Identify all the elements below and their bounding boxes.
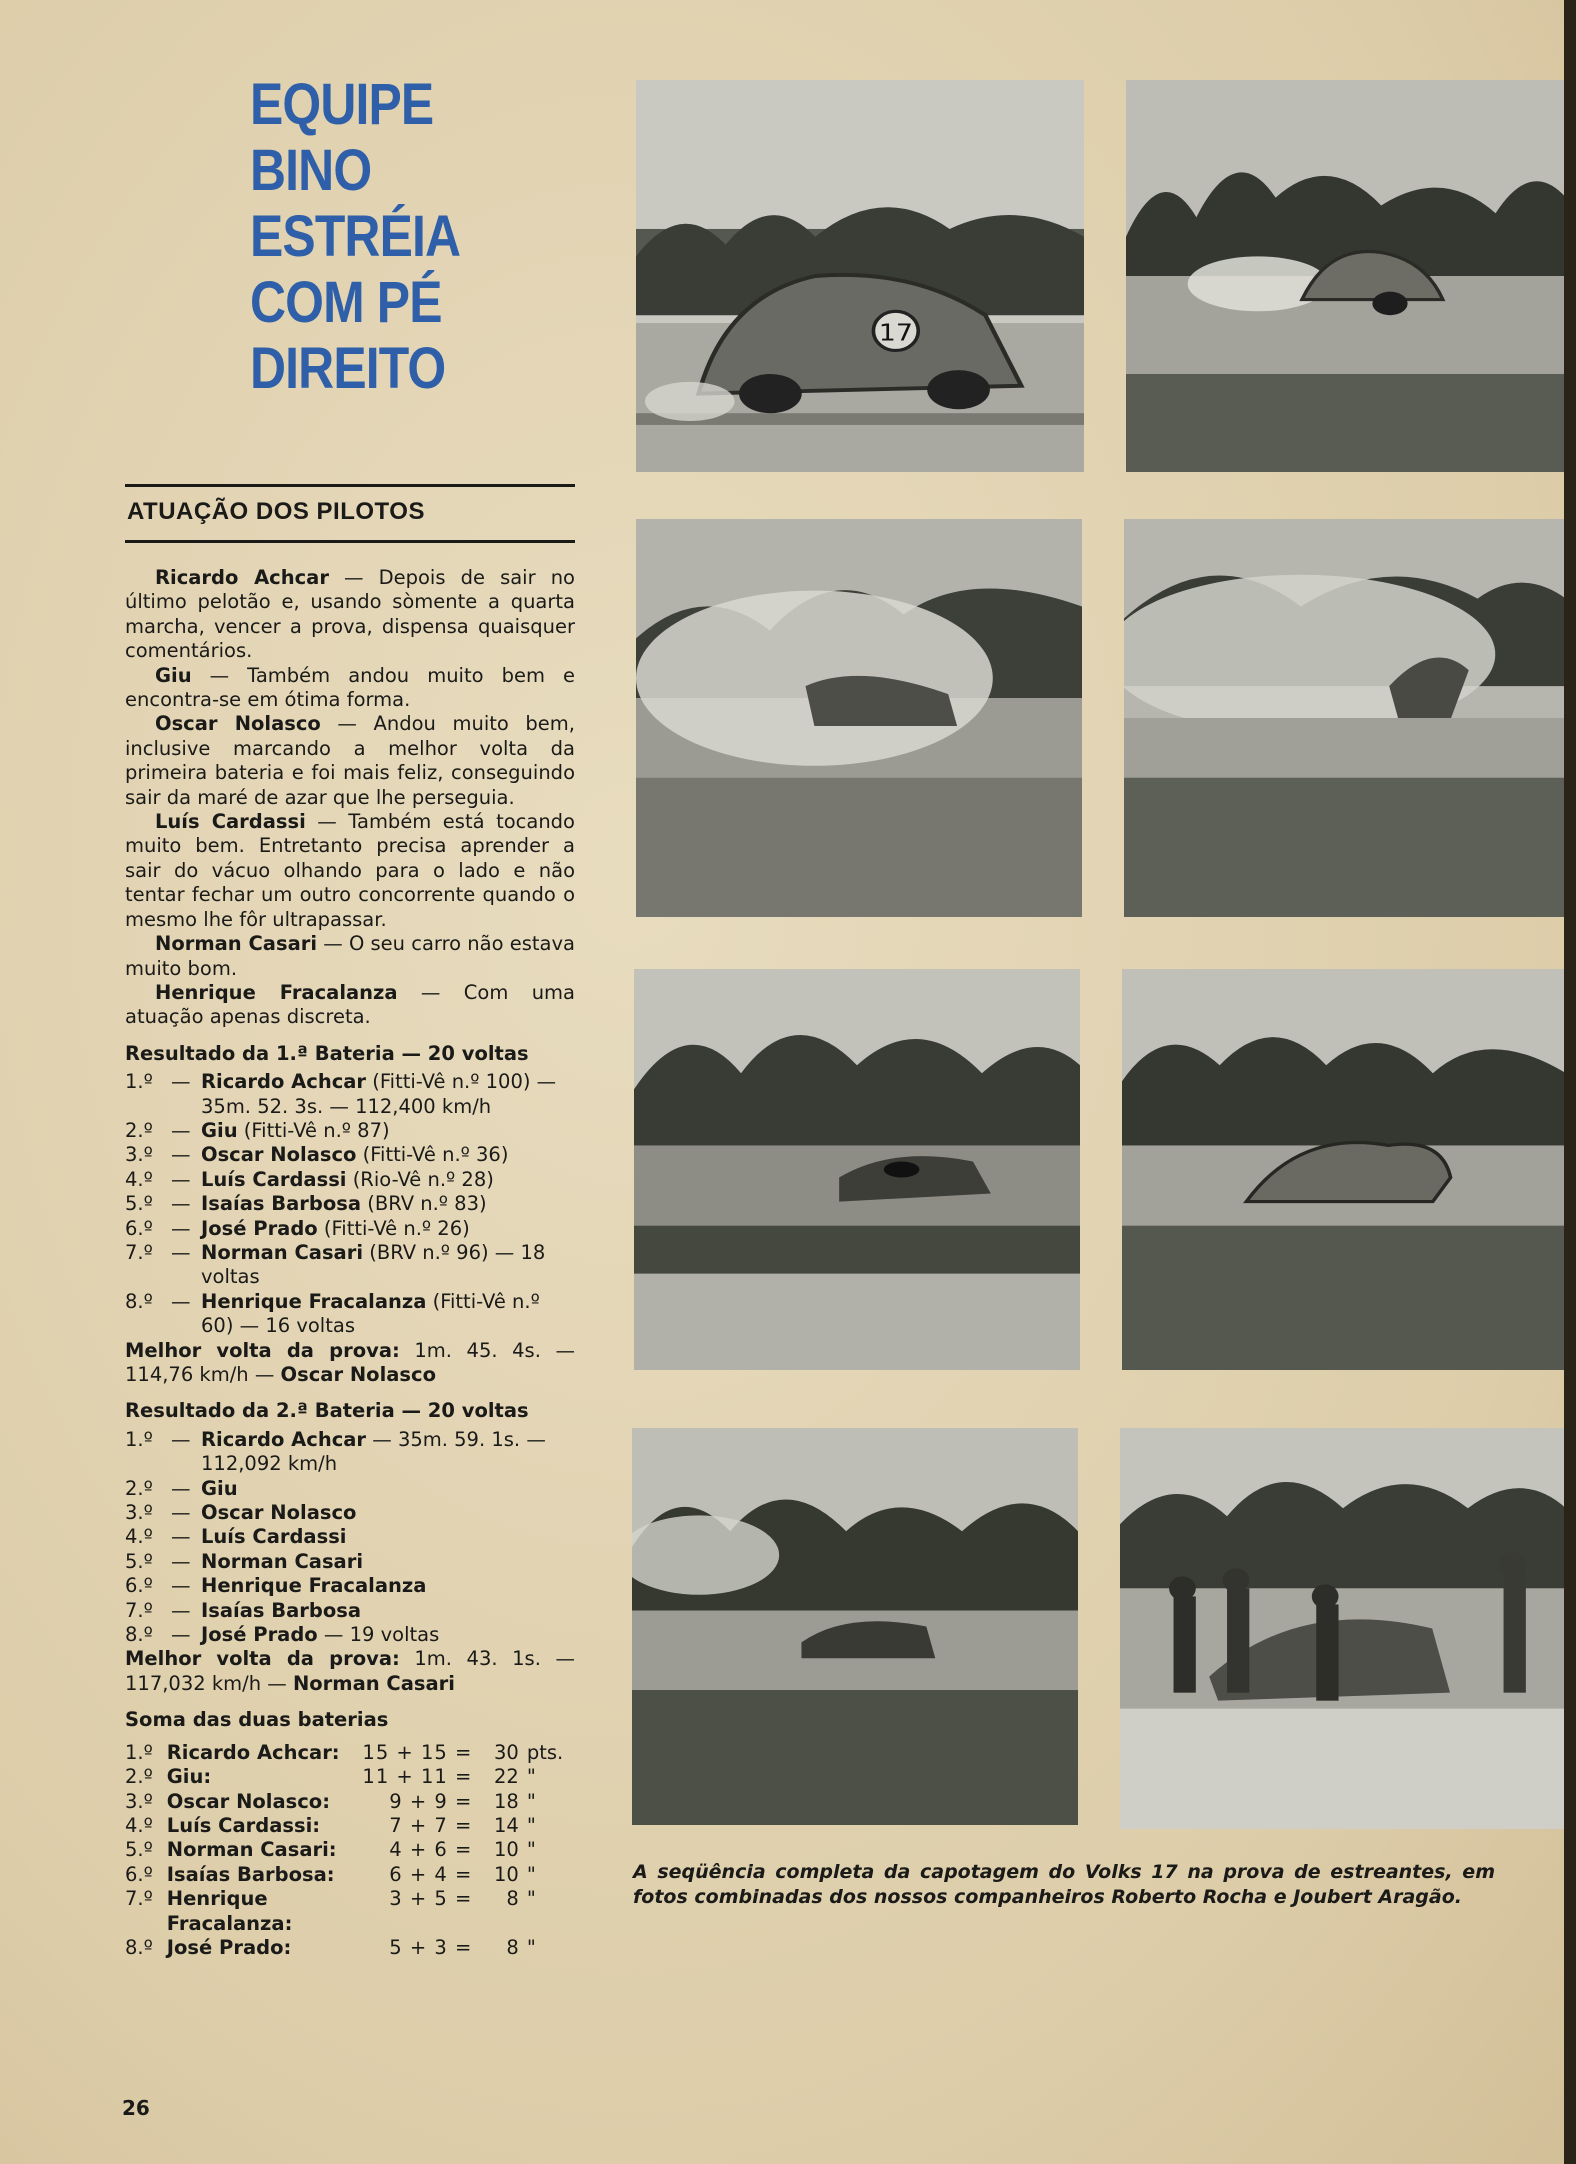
result-detail: [201, 1070, 575, 1119]
headline-line: COM PÉ: [250, 270, 442, 335]
result-dash: —: [171, 1574, 191, 1598]
sum-total: 18: [494, 1789, 519, 1813]
photo-image: [632, 1428, 1078, 1825]
result-position: 2.º: [125, 1476, 153, 1500]
result-dash: —: [171, 1118, 191, 1142]
sum-calc: 11 + 11 =: [362, 1765, 473, 1789]
result-dash: —: [171, 1143, 191, 1167]
sum-total: 22: [494, 1765, 519, 1789]
result-dash: —: [171, 1192, 191, 1216]
sum-calc: 4 + 6 =: [389, 1838, 473, 1862]
sum-unit: ": [526, 1813, 536, 1837]
result-row: [125, 1623, 575, 1647]
headline-line: DIREITO: [250, 336, 446, 401]
result-detail: [201, 1574, 575, 1598]
heat1-title-a: Resultado da 1.ª Bateria: [125, 1041, 395, 1065]
result-driver: Giu: [201, 1118, 238, 1142]
sum-total: 8: [506, 1887, 519, 1911]
result-detail: [201, 1428, 575, 1477]
result-driver: Luís Cardassi: [201, 1525, 347, 1549]
sum-calc: 3 + 5 =: [389, 1887, 473, 1911]
result-position: 8.º: [125, 1289, 153, 1313]
result-position: 6.º: [125, 1574, 153, 1598]
sum-pos: 2.º: [125, 1765, 153, 1789]
result-row: [125, 1192, 575, 1216]
result-driver: Henrique Fracalanza: [201, 1289, 427, 1313]
paragraph-text: — Depois de sair no último pelotão e, usando sòmente a quarta marcha, vencer a prova, dispensa quaisquer comentários.: [125, 566, 575, 663]
result-dash: —: [171, 1598, 191, 1622]
result-driver: José Prado: [201, 1623, 318, 1647]
result-driver: Ricardo Achcar: [201, 1427, 367, 1451]
sum-pos: 3.º: [125, 1789, 153, 1813]
result-position: 7.º: [125, 1598, 153, 1622]
paragraph: [125, 566, 575, 664]
sum-table: [125, 1741, 575, 1961]
driver-name: Norman Casari: [155, 932, 318, 956]
headline-line: EQUIPE: [250, 72, 434, 137]
sum-row: [125, 1936, 575, 1960]
result-row: [125, 1290, 575, 1339]
headline: [250, 72, 534, 402]
driver-name: Henrique Fracalanza: [155, 980, 398, 1004]
sum-calc: 5 + 3 =: [389, 1935, 473, 1959]
result-info: (Fitti-Vê n.º 26): [317, 1216, 470, 1240]
photo-image: [1122, 969, 1566, 1370]
result-row: [125, 1428, 575, 1477]
heat1-best-lap: [125, 1339, 575, 1388]
result-detail: [201, 1290, 575, 1339]
paragraph-text: — Também andou muito bem e encontra-se em ótima forma.: [125, 663, 575, 712]
result-detail: [201, 1599, 575, 1623]
photo-image: [636, 519, 1082, 917]
result-dash: —: [171, 1167, 191, 1191]
result-dash: —: [171, 1623, 191, 1647]
sum-row: [125, 1741, 575, 1765]
sum-calc: 15 + 15 =: [362, 1740, 473, 1764]
photo-image: [1124, 519, 1566, 917]
sum-total: 10: [494, 1838, 519, 1862]
photo-image: [1120, 1428, 1566, 1829]
page-edge: [1564, 0, 1576, 2164]
sum-unit: ": [526, 1935, 536, 1959]
result-position: 1.º: [125, 1427, 153, 1451]
result-info: (Fitti-Vê n.º 87): [237, 1118, 390, 1142]
sum-name: Isaías Barbosa:: [166, 1862, 335, 1886]
photo-caption: A seqüência completa da capotagem do Volks 17 na prova de estreantes, em fotos combinadas dos nossos companheiros Roberto Rocha e Joubert Aragão.: [633, 1861, 1495, 1908]
sum-name: Henrique Fracalanza:: [166, 1887, 293, 1935]
sum-row: [125, 1790, 575, 1814]
result-driver: Oscar Nolasco: [201, 1501, 357, 1525]
heat1-title: [125, 1042, 575, 1066]
photo-image: [634, 969, 1080, 1370]
result-info: (Fitti-Vê n.º 36): [356, 1143, 509, 1167]
result-row: [125, 1241, 575, 1290]
result-detail: [201, 1501, 575, 1525]
result-detail: [201, 1217, 575, 1241]
sum-name: Ricardo Achcar:: [166, 1740, 340, 1764]
result-position: 8.º: [125, 1623, 153, 1647]
sum-pos: 5.º: [125, 1838, 153, 1862]
sum-name: Norman Casari:: [166, 1838, 337, 1862]
result-driver: Oscar Nolasco: [201, 1143, 357, 1167]
result-dash: —: [171, 1289, 191, 1313]
paragraph: [125, 712, 575, 810]
sum-unit: ": [526, 1838, 536, 1862]
sum-unit: ": [526, 1887, 536, 1911]
result-detail: [201, 1168, 575, 1192]
sum-total: 30: [494, 1740, 519, 1764]
result-detail: [201, 1623, 575, 1647]
result-dash: —: [171, 1549, 191, 1573]
result-detail: [201, 1550, 575, 1574]
sum-calc: 6 + 4 =: [389, 1862, 473, 1886]
result-dash: —: [171, 1216, 191, 1240]
sum-name: Luís Cardassi:: [166, 1813, 321, 1837]
best-lap-label: Melhor volta da prova:: [125, 1647, 400, 1671]
driver-name: Giu: [155, 663, 192, 687]
photo-6: [1122, 969, 1566, 1370]
result-position: 1.º: [125, 1070, 153, 1094]
photo-4: [1124, 519, 1566, 917]
sum-row: [125, 1838, 575, 1862]
heat1-title-b: — 20 voltas: [394, 1041, 529, 1065]
paragraph: [125, 664, 575, 713]
photo-2: [1126, 80, 1566, 472]
result-row: [125, 1501, 575, 1525]
result-driver: Luís Cardassi: [201, 1167, 347, 1191]
sum-name: Oscar Nolasco:: [166, 1789, 330, 1813]
photo-image: [636, 80, 1084, 472]
result-driver: Isaías Barbosa: [201, 1598, 362, 1622]
paragraph: [125, 981, 575, 1030]
result-detail: [201, 1119, 575, 1143]
result-row: [125, 1070, 575, 1119]
result-detail: [201, 1143, 575, 1167]
text-column: [125, 566, 575, 1960]
rule-top: [125, 484, 575, 487]
paragraph-text: — Com uma atuação apenas discreta.: [125, 980, 575, 1029]
photo-1: [636, 80, 1084, 472]
sum-row: [125, 1814, 575, 1838]
result-position: 5.º: [125, 1549, 153, 1573]
headline-line: ESTRÉIA: [250, 204, 461, 269]
photo-image: [1126, 80, 1566, 472]
photo-3: [636, 519, 1082, 917]
result-driver: Giu: [201, 1476, 238, 1500]
result-detail: [201, 1477, 575, 1501]
sum-total: 14: [494, 1813, 519, 1837]
driver-name: Ricardo Achcar: [155, 566, 329, 589]
result-dash: —: [171, 1070, 191, 1094]
sum-unit: ": [526, 1862, 536, 1886]
sum-total: 10: [494, 1862, 519, 1886]
car-number: 17: [878, 319, 913, 347]
heat2-title-a: Resultado da 2.ª Bateria: [125, 1399, 395, 1423]
result-driver: Henrique Fracalanza: [201, 1574, 427, 1598]
result-detail: [201, 1192, 575, 1216]
result-position: 4.º: [125, 1167, 153, 1191]
result-dash: —: [171, 1525, 191, 1549]
result-info: (BRV n.º 96) — 18 voltas: [201, 1240, 546, 1289]
best-lap-text: 1m. 45. 4s. — 114,76 km/h —: [125, 1338, 576, 1386]
result-info: — 19 voltas: [317, 1623, 440, 1647]
result-info: (Rio-Vê n.º 28): [346, 1167, 494, 1191]
result-position: 3.º: [125, 1501, 153, 1525]
sum-pos: 6.º: [125, 1862, 153, 1886]
result-dash: —: [171, 1240, 191, 1264]
result-row: [125, 1143, 575, 1167]
result-row: [125, 1168, 575, 1192]
heat2-best-lap: [125, 1647, 575, 1696]
rule-bottom: [125, 540, 575, 543]
sum-pos: 7.º: [125, 1887, 153, 1911]
result-info: (Fitti-Vê n.º 60) — 16 voltas: [201, 1289, 540, 1338]
photo-7: [632, 1428, 1078, 1825]
result-driver: Norman Casari: [201, 1549, 364, 1573]
result-dash: —: [171, 1476, 191, 1500]
result-position: 2.º: [125, 1118, 153, 1142]
result-row: [125, 1477, 575, 1501]
result-row: [125, 1217, 575, 1241]
paragraph: [125, 810, 575, 932]
result-position: 4.º: [125, 1525, 153, 1549]
best-lap-text: 1m. 43. 1s. — 117,032 km/h —: [125, 1647, 576, 1695]
heat1-results: [125, 1070, 575, 1338]
photo-5: [634, 969, 1080, 1370]
result-row: [125, 1599, 575, 1623]
sum-unit: pts.: [526, 1740, 564, 1764]
sum-row: [125, 1765, 575, 1789]
heat2-title-b: — 20 voltas: [394, 1399, 529, 1423]
result-info: (BRV n.º 83): [361, 1192, 487, 1216]
result-row: [125, 1525, 575, 1549]
sum-pos: 8.º: [125, 1935, 153, 1959]
result-position: 7.º: [125, 1240, 153, 1264]
sum-unit: ": [526, 1789, 536, 1813]
result-row: [125, 1119, 575, 1143]
result-driver: Norman Casari: [201, 1240, 364, 1264]
heat2-title: [125, 1399, 575, 1423]
best-lap-driver: Norman Casari: [292, 1671, 455, 1695]
sum-unit: ": [526, 1765, 536, 1789]
result-position: 5.º: [125, 1192, 153, 1216]
result-detail: [201, 1525, 575, 1549]
sum-name: José Prado:: [166, 1935, 292, 1959]
sum-pos: 1.º: [125, 1740, 153, 1764]
sum-name: Giu:: [166, 1765, 212, 1789]
result-row: [125, 1550, 575, 1574]
result-driver: José Prado: [201, 1216, 318, 1240]
result-position: 3.º: [125, 1143, 153, 1167]
result-dash: —: [171, 1427, 191, 1451]
paragraph-text: — Também está tocando muito bem. Entretanto precisa aprender a sair do vácuo olhando para o lado e não tentar fechar um outro concorrente quando o mesmo lhe fôr ultrapassar.: [125, 810, 575, 931]
paragraph-text: — O seu carro não estava muito bom.: [125, 932, 575, 980]
result-driver: Ricardo Achcar: [201, 1070, 367, 1094]
result-row: [125, 1574, 575, 1598]
paragraph-text: — Andou muito bem, inclusive marcando a melhor volta da primeira bateria e foi mais feliz, conseguindo sair da maré de azar que lhe perseguia.: [125, 712, 575, 809]
result-info: — 35m. 59. 1s. — 112,092 km/h: [201, 1427, 546, 1476]
section-title: ATUAÇÃO DOS PILOTOS: [127, 498, 425, 525]
result-info: (Fitti-Vê n.º 100) — 35m. 52. 3s. — 112,400 km/h: [201, 1070, 557, 1118]
sum-calc: 9 + 9 =: [389, 1789, 473, 1813]
sum-title: Soma das duas baterias: [125, 1708, 389, 1732]
headline-line: BINO: [250, 138, 372, 203]
best-lap-driver: Oscar Nolasco: [280, 1363, 436, 1386]
heat2-results: [125, 1428, 575, 1648]
best-lap-label: Melhor volta da prova:: [125, 1338, 400, 1362]
sum-calc: 7 + 7 =: [389, 1813, 473, 1837]
result-dash: —: [171, 1501, 191, 1525]
photo-8: [1120, 1428, 1566, 1829]
driver-name: Oscar Nolasco: [155, 712, 321, 736]
driver-name: Luís Cardassi: [155, 810, 306, 834]
sum-row: [125, 1887, 575, 1936]
result-position: 6.º: [125, 1216, 153, 1240]
sum-total: 8: [506, 1935, 519, 1959]
page-number: 26: [122, 2096, 150, 2120]
result-driver: Isaías Barbosa: [201, 1192, 362, 1216]
paragraph: [125, 932, 575, 981]
result-detail: [201, 1241, 575, 1290]
sum-pos: 4.º: [125, 1813, 153, 1837]
sum-row: [125, 1863, 575, 1887]
